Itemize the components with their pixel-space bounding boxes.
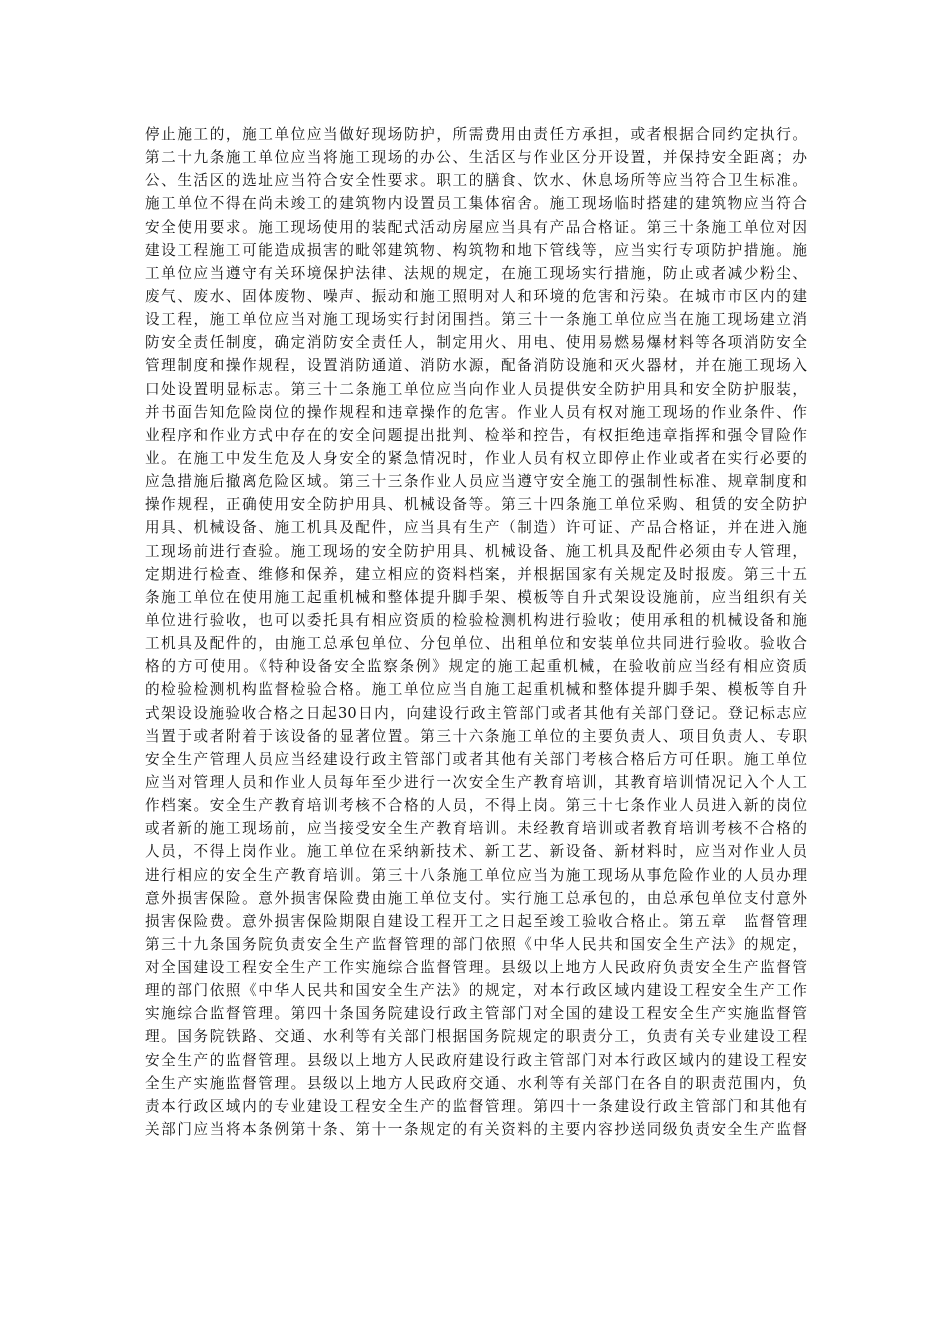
- document-text-line: 单位进行验收，也可以委托具有相应资质的检验检测机构进行验收；使用承租的机械设备和施: [145, 611, 807, 629]
- document-text-line: 设工程，施工单位应当对施工现场实行封闭围挡。第三十一条施工单位应当在施工现场建立消: [145, 311, 807, 329]
- document-text-line: 的检验检测机构监督检验合格。施工单位应当自施工起重机械和整体提升脚手架、模板等自升: [145, 681, 807, 699]
- document-text-line: 安全生产的监督管理。县级以上地方人民政府建设行政主管部门对本行政区域内的建设工程安: [145, 1051, 807, 1069]
- document-text-line: 管理制度和操作规程，设置消防通道、消防水源，配备消防设施和灭火器材，并在施工现场入: [145, 357, 807, 375]
- document-text-line: 意外损害保险。意外损害保险费由施工单位支付。实行施工总承包的，由总承包单位支付意外: [145, 889, 807, 907]
- document-text-line: 用具、机械设备、施工机具及配件，应当具有生产（制造）许可证、产品合格证，并在进入施: [145, 519, 807, 537]
- document-text-line: 作档案。安全生产教育培训考核不合格的人员，不得上岗。第三十七条作业人员进入新的岗位: [145, 797, 807, 815]
- document-text-line: 应急措施后撤离危险区域。第三十三条作业人员应当遵守安全施工的强制性标准、规章制度和: [145, 473, 807, 491]
- document-text-line: 操作规程，正确使用安全防护用具、机械设备等。第三十四条施工单位采购、租赁的安全防护: [145, 496, 807, 514]
- document-text-line: 防安全责任制度，确定消防安全责任人，制定用火、用电、使用易燃易爆材料等各项消防安全: [145, 334, 807, 352]
- document-page: [145, 123, 807, 1141]
- document-text-line: 对全国建设工程安全生产工作实施综合监督管理。县级以上地方人民政府负责安全生产监督管: [145, 959, 807, 977]
- document-text-line: 当置于或者附着于该设备的显著位置。第三十六条施工单位的主要负责人、项目负责人、专职: [145, 727, 807, 745]
- document-text-line: 业程序和作业方式中存在的安全问题提出批判、检举和控告，有权拒绝违章指挥和强令冒险作: [145, 426, 807, 444]
- document-text-line: 废气、废水、固体废物、噪声、振动和施工照明对人和环境的危害和污染。在城市市区内的建: [145, 287, 807, 305]
- document-text-line: 全生产实施监督管理。县级以上地方人民政府交通、水利等有关部门在各自的职责范围内，负: [145, 1074, 807, 1092]
- document-text-line: 第三十九条国务院负责安全生产监督管理的部门依照《中华人民共和国安全生产法》的规定，: [145, 935, 807, 953]
- document-text-line: 工单位应当遵守有关环境保护法律、法规的规定，在施工现场实行措施，防止或者减少粉尘、: [145, 264, 807, 282]
- document-text-line: 公、生活区的选址应当符合安全性要求。职工的膳食、饮水、休息场所等应当符合卫生标准。: [145, 172, 807, 190]
- document-text-line: 停止施工的，施工单位应当做好现场防护，所需费用由责任方承担，或者根据合同约定执行。: [145, 126, 807, 143]
- document-text-line: 人员，不得上岗作业。施工单位在采纳新技术、新工艺、新设备、新材料时，应当对作业人员: [145, 843, 807, 861]
- document-text-line: 格的方可使用。《特种设备安全监察条例》规定的施工起重机械，在验收前应当经有相应资质: [145, 658, 807, 676]
- document-text-line: 进行相应的安全生产教育培训。第三十八条施工单位应当为施工现场从事危险作业的人员办理: [145, 866, 807, 884]
- document-text-line: 实施综合监督管理。第四十条国务院建设行政主管部门对全国的建设工程安全生产实施监督管: [145, 1005, 807, 1023]
- document-text-line: 并书面告知危险岗位的操作规程和违章操作的危害。作业人员有权对施工现场的作业条件、作: [145, 403, 807, 421]
- document-text-line: 理。国务院铁路、交通、水利等有关部门根据国务院规定的职责分工，负责有关专业建设工程: [145, 1028, 807, 1046]
- document-text-line: 式架设设施验收合格之日起30日内，向建设行政主管部门或者其他有关部门登记。登记标志应: [145, 704, 807, 722]
- document-text-line: 责本行政区域内的专业建设工程安全生产的监督管理。第四十一条建设行政主管部门和其他有: [145, 1097, 807, 1115]
- document-text-line: 定期进行检查、维修和保养，建立相应的资料档案，并根据国家有关规定及时报废。第三十五: [145, 565, 807, 583]
- document-text-line: 理的部门依照《中华人民共和国安全生产法》的规定，对本行政区域内建设工程安全生产工作: [145, 982, 807, 1000]
- document-text-line: 施工单位不得在尚未竣工的建筑物内设置员工集体宿舍。施工现场临时搭建的建筑物应当符合: [145, 195, 807, 213]
- document-text-line: 应当对管理人员和作业人员每年至少进行一次安全生产教育培训，其教育培训情况记入个人工: [145, 773, 807, 791]
- document-text-line: 工机具及配件的，由施工总承包单位、分包单位、出租单位和安装单位共同进行验收。验收合: [145, 635, 807, 653]
- document-text-line: 或者新的施工现场前，应当接受安全生产教育培训。未经教育培训或者教育培训考核不合格的: [145, 820, 807, 838]
- document-text-line: 安全使用要求。施工现场使用的装配式活动房屋应当具有产品合格证。第三十条施工单位对因: [145, 218, 807, 236]
- document-text-line: 业。在施工中发生危及人身安全的紧急情况时，作业人员有权立即停止作业或者在实行必要的: [145, 449, 807, 467]
- document-text-line: 第二十九条施工单位应当将施工现场的办公、生活区与作业区分开设置，并保持安全距离；办: [145, 149, 807, 167]
- document-text-line: 建设工程施工可能造成损害的毗邻建筑物、构筑物和地下管线等，应当实行专项防护措施。施: [145, 241, 807, 259]
- document-text-line: 条施工单位在使用施工起重机械和整体提升脚手架、模板等自升式架设设施前，应当组织有关: [145, 588, 807, 606]
- document-text-line: 工现场前进行查验。施工现场的安全防护用具、机械设备、施工机具及配件必须由专人管理，: [145, 542, 807, 560]
- document-text-line: 关部门应当将本条例第十条、第十一条规定的有关资料的主要内容抄送同级负责安全生产监督: [145, 1121, 807, 1139]
- document-text-line: 安全生产管理人员应当经建设行政主管部门或者其他有关部门考核合格后方可任职。施工单位: [145, 750, 807, 768]
- document-text-line: 损害保险费。意外损害保险期限自建设工程开工之日起至竣工验收合格止。第五章 监督管理: [145, 912, 807, 930]
- document-text-line: 口处设置明显标志。第三十二条施工单位应当向作业人员提供安全防护用具和安全防护服装，: [145, 380, 807, 398]
